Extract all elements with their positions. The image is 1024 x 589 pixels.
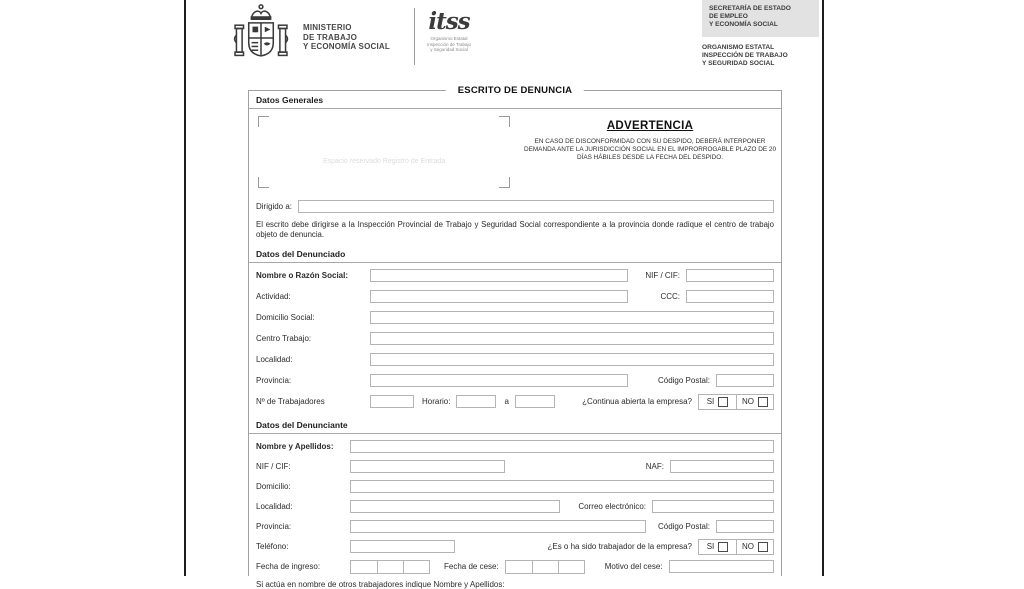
date-cell[interactable] xyxy=(532,561,558,573)
denunciante-telefono-label: Teléfono: xyxy=(256,542,289,552)
denunciado-nombre-input[interactable] xyxy=(370,269,628,282)
denunciado-cp-label: Código Postal: xyxy=(657,376,710,386)
form-row xyxy=(256,290,774,304)
itss-sub-line: Inspección de Trabajo xyxy=(426,41,472,47)
denunciante-cp-input[interactable] xyxy=(716,520,774,533)
form-row xyxy=(256,332,774,346)
date-cell[interactable] xyxy=(351,561,377,573)
stamp-and-warning-row xyxy=(256,116,777,188)
otros-trabajadores-label: Si actúa en nombre de otros trabajadores indique Nombre y Apellidos: xyxy=(256,579,505,589)
denunciado-horario-a-label: a xyxy=(504,397,509,407)
denunciado-provincia-label: Provincia: xyxy=(256,376,292,386)
denunciado-abierta-checkbox-group xyxy=(698,394,774,410)
motivo-cese-input[interactable] xyxy=(669,560,774,573)
no-checkbox[interactable] xyxy=(758,397,768,407)
denunciado-abierta-label: ¿Continua abierta la empresa? xyxy=(582,397,692,407)
form-container xyxy=(248,85,782,589)
denunciado-domicilio-input[interactable] xyxy=(370,311,774,324)
stamp-corner-icon xyxy=(499,177,510,188)
stamp-placeholder-text: Espacio reservado Registro de Entrada xyxy=(322,158,446,165)
stamp-corner-icon xyxy=(258,177,269,188)
header-divider xyxy=(414,8,415,65)
spain-coat-of-arms-icon xyxy=(232,3,290,76)
dirigido-row xyxy=(256,199,774,213)
dirigido-input[interactable] xyxy=(298,200,774,213)
no-option[interactable] xyxy=(736,395,773,409)
itss-sub-line: Organismo Estatal xyxy=(430,36,468,41)
form-row xyxy=(256,560,774,574)
denunciado-actividad-input[interactable] xyxy=(370,290,628,303)
form-row xyxy=(256,440,774,454)
denunciante-cp-label: Código Postal: xyxy=(657,522,710,532)
denunciado-localidad-input[interactable] xyxy=(370,353,774,366)
fecha-ingreso-label: Fecha de ingreso: xyxy=(256,562,321,572)
denunciante-telefono-input[interactable] xyxy=(350,540,455,553)
ministry-line: MINISTERIO xyxy=(303,23,352,32)
stamp-corner-icon xyxy=(258,116,269,127)
ministry-line: DE TRABAJO xyxy=(303,32,358,42)
denunciante-trabajador-label: ¿Es o ha sido trabajador de la empresa? xyxy=(547,542,692,552)
denunciado-horario-hasta-input[interactable] xyxy=(515,395,555,408)
section-heading-datos-generales: Datos Generales xyxy=(249,91,781,109)
denunciante-nif-label: NIF / CIF: xyxy=(256,462,291,472)
denunciado-trabajadores-input[interactable] xyxy=(370,395,414,408)
form-row xyxy=(256,500,774,514)
organismo-line: INSPECCIÓN DE TRABAJO xyxy=(702,52,788,59)
form-row xyxy=(256,540,774,554)
denunciado-horario-desde-input[interactable] xyxy=(456,395,496,408)
date-cell[interactable] xyxy=(377,561,403,573)
si-label: SI xyxy=(706,397,715,407)
denunciado-nif-input[interactable] xyxy=(686,269,774,282)
motivo-cese-label: Motivo del cese: xyxy=(604,562,663,572)
denunciante-correo-label: Correo electrónico: xyxy=(578,502,646,512)
denunciado-ccc-input[interactable] xyxy=(686,290,774,303)
si-checkbox[interactable] xyxy=(718,397,728,407)
no-checkbox[interactable] xyxy=(758,542,768,552)
organismo-line: ORGANISMO ESTATAL xyxy=(702,44,775,51)
denunciado-trabajadores-label: Nº de Trabajadores xyxy=(256,397,325,407)
itss-sub-line: y Seguridad Social xyxy=(430,47,468,52)
form-title: ESCRITO DE DENUNCIA xyxy=(446,85,584,96)
fecha-ingreso-input[interactable] xyxy=(350,560,430,574)
organismo-line: Y SEGURIDAD SOCIAL xyxy=(702,60,775,67)
fecha-cese-label: Fecha de cese: xyxy=(444,562,499,572)
denunciante-section xyxy=(256,440,774,589)
denunciado-localidad-label: Localidad: xyxy=(256,355,293,365)
fecha-cese-input[interactable] xyxy=(505,560,585,574)
si-label: SI xyxy=(706,542,715,552)
denunciante-naf-label: NAF: xyxy=(645,462,664,472)
secretaria-line: Y ECONOMÍA SOCIAL xyxy=(709,21,778,28)
no-label: NO xyxy=(742,542,754,552)
denunciante-domicilio-label: Domicilio: xyxy=(256,482,291,492)
secretaria-line: SECRETARÍA DE ESTADO xyxy=(709,5,791,12)
secretaria-panel xyxy=(702,0,819,37)
date-cell[interactable] xyxy=(558,561,584,573)
no-option[interactable] xyxy=(736,540,773,554)
advertencia-body: EN CASO DE DISCONFORMIDAD CON SU DESPIDO, DEBERÁ INTERPONER DEMANDA ANTE LA JURISDICCIÓN SOCIAL EN EL IMPRORROGABLE PLAZO DE 20 DÍAS HÁBILES DESDE LA FECHA DEL DESPIDO. xyxy=(523,138,777,162)
form-row xyxy=(256,460,774,474)
denunciado-actividad-label: Actividad: xyxy=(256,292,291,302)
denunciante-nombre-input[interactable] xyxy=(350,440,774,453)
secretaria-line: DE EMPLEO xyxy=(709,13,748,20)
form-row xyxy=(256,374,774,388)
form-row xyxy=(256,311,774,325)
denunciante-provincia-label: Provincia: xyxy=(256,522,292,532)
denunciado-horario-label: Horario: xyxy=(422,397,451,407)
ministry-title xyxy=(303,23,390,52)
denunciante-domicilio-input[interactable] xyxy=(350,480,774,493)
section-heading-denunciante: Datos del Denunciante xyxy=(249,416,781,434)
document-page xyxy=(184,0,824,589)
stamp-corner-icon xyxy=(499,116,510,127)
advertencia-title: ADVERTENCIA xyxy=(606,120,694,132)
form-row xyxy=(256,520,774,534)
form-row xyxy=(256,395,774,409)
denunciante-localidad-label: Localidad: xyxy=(256,502,293,512)
section-heading-denunciado: Datos del Denunciado xyxy=(249,245,781,263)
ministry-line: Y ECONOMÍA SOCIAL xyxy=(303,42,390,51)
denunciado-domicilio-label: Domicilio Social: xyxy=(256,313,315,323)
form-row xyxy=(256,269,774,283)
advertencia-block xyxy=(510,116,780,188)
registry-stamp-area xyxy=(258,116,510,188)
date-cell[interactable] xyxy=(403,561,429,573)
denunciado-centro-label: Centro Trabajo: xyxy=(256,334,312,344)
denunciado-provincia-input[interactable] xyxy=(370,374,628,387)
denunciante-localidad-input[interactable] xyxy=(350,500,560,513)
itss-logo-text: itss xyxy=(428,8,470,35)
no-label: NO xyxy=(742,397,754,407)
denunciante-trabajador-checkbox-group xyxy=(698,539,774,555)
denunciante-nif-input[interactable] xyxy=(350,460,505,473)
form-row xyxy=(256,480,774,494)
organismo-block xyxy=(702,44,788,68)
date-cell[interactable] xyxy=(506,561,532,573)
instruction-note: El escrito debe dirigirse a la Inspección Provincial de Trabajo y Seguridad Social correspondiente a la provincia donde radique el centro de trabajo objeto de denuncia. xyxy=(256,220,774,239)
si-checkbox[interactable] xyxy=(718,542,728,552)
denunciante-provincia-input[interactable] xyxy=(350,520,646,533)
denunciado-nombre-label: Nombre o Razón Social: xyxy=(256,271,349,281)
si-option[interactable] xyxy=(699,395,736,409)
dirigido-label: Dirigido a: xyxy=(256,201,293,211)
denunciante-naf-input[interactable] xyxy=(670,460,774,473)
denunciado-cp-input[interactable] xyxy=(716,374,774,387)
denunciado-ccc-label: CCC: xyxy=(660,292,680,302)
denunciado-section xyxy=(256,269,774,409)
denunciante-correo-input[interactable] xyxy=(652,500,774,513)
si-option[interactable] xyxy=(699,540,736,554)
denunciado-nif-label: NIF / CIF: xyxy=(645,271,680,281)
denunciante-nombre-label: Nombre y Apellidos: xyxy=(256,442,334,452)
itss-logo xyxy=(424,10,474,53)
form-row xyxy=(256,353,774,367)
denunciado-centro-input[interactable] xyxy=(370,332,774,345)
